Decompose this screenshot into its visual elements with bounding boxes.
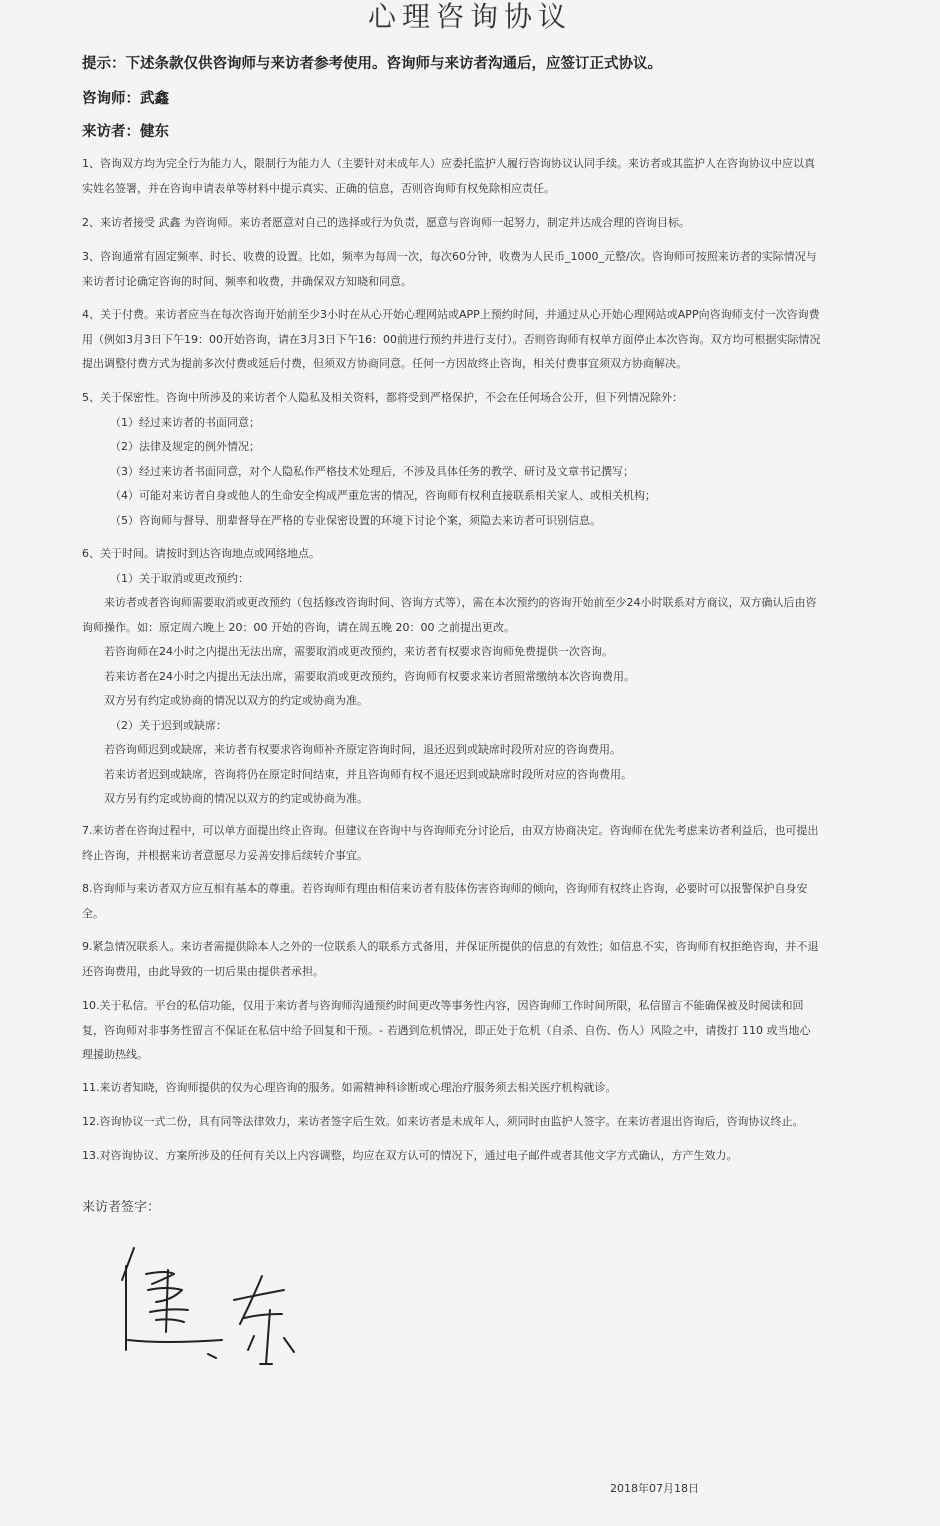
hint-text: 提示：下述条款仅供咨询师与来访者参考使用。咨询师与来访者沟通后，应签订正式协议。 [82, 56, 662, 72]
clause-line: 用（例如3月3日下午19：00开始咨询，请在3月3日下午16：00前进行预约并进行支付）。否则咨询师有权单方面停止本次咨询。双方均可根据实际情况 [82, 332, 821, 346]
clause-line: 理援助热线。 [82, 1048, 148, 1061]
clause-line: 询师操作。如：原定周六晚上 20：00 开始的咨询，请在周五晚 20：00 之前提出更改。 [82, 620, 515, 634]
clause-line: 7.来访者在咨询过程中，可以单方面提出终止咨询。但建议在咨询中与咨询师充分讨论后，由双方协商决定。咨询师在优先考虑来访者利益后，也可提出 [82, 824, 819, 837]
clause-12 [82, 1110, 864, 1135]
clause-line: 5、关于保密性。咨询中所涉及的来访者个人隐私及相关资料，都将受到严格保护，不会在任何场合公开，但下列情况除外： [82, 391, 683, 404]
clause-2 [82, 211, 864, 236]
clause-5 [82, 386, 864, 533]
clause-8 [82, 877, 864, 926]
clause-line: 来访者讨论确定咨询的时间、频率和收费，并确保双方知晓和同意。 [82, 274, 412, 288]
clause-line: 双方另有约定或协商的情况以双方的约定或协商为准。 [104, 694, 368, 707]
clause-line: 复，咨询师对非事务性留言不保证在私信中给予回复和干预。- 若遇到危机情况，即正处于危机（自杀、自伤、伤人）风险之中，请拨打 110 或当地心 [82, 1023, 811, 1037]
clause-4 [82, 303, 864, 377]
clause-line: 2、来访者接受 武鑫 为咨询师。来访者愿意对自己的选择或行为负责，愿意与咨询师一起努力，制定并达成合理的咨询目标。 [82, 216, 690, 229]
clause-7 [82, 819, 864, 868]
clause-line: 13.对咨询协议、方案所涉及的任何有关以上内容调整，均应在双方认可的情况下，通过电子邮件或者其他文字方式确认，方产生效力。 [82, 1149, 738, 1162]
clause-13 [82, 1144, 864, 1169]
clause-line: 终止咨询，并根据来访者意愿尽力妥善安排后续转介事宜。 [82, 848, 368, 862]
date-text: 2018年07月18日 [610, 1482, 699, 1495]
clause-line: 8.咨询师与来访者双方应互相有基本的尊重。若咨询师有理由相信来访者有肢体伤害咨询师的倾向，咨询师有权终止咨询，必要时可以报警保护自身安 [82, 882, 808, 895]
clause-line: 若来访者迟到或缺席，咨询将仍在原定时间结束，并且咨询师有权不退还迟到或缺席时段所对应的咨询费用。 [104, 767, 632, 781]
clause-line: 12.咨询协议一式二份，具有同等法律效力，来访者签字后生效。如来访者是未成年人，须同时由监护人签字。在来访者退出咨询后，咨询协议终止。 [82, 1115, 804, 1128]
clause-line: 来访者或者咨询师需要取消或更改预约（包括修改咨询时间、咨询方式等），需在本次预约的咨询开始前至少24小时联系对方商议，双方确认后由咨 [104, 596, 817, 609]
clause-subitem: （2）法律及规定的例外情况； [110, 440, 260, 453]
clause-10 [82, 994, 864, 1068]
page-title: 心理咨询协议 [367, 0, 572, 33]
clause-line: 11.来访者知晓，咨询师提供的仅为心理咨询的服务。如需精神科诊断或心理治疗服务须去相关医疗机构就诊。 [82, 1081, 617, 1094]
clause-line: 若咨询师在24小时之内提出无法出席，需要取消或更改预约，来访者有权要求咨询师免费提供一次咨询。 [104, 645, 613, 658]
clause-1 [82, 152, 864, 201]
clause-line: 3、咨询通常有固定频率、时长、收费的设置。比如，频率为每周一次，每次60分钟，收费为人民币_1000_元整/次。咨询师可按照来访者的实际情况与 [82, 250, 817, 263]
clause-line: 双方另有约定或协商的情况以双方的约定或协商为准。 [104, 792, 368, 805]
clause-subitem: （3）经过来访者书面同意，对个人隐私作严格技术处理后，不涉及具体任务的教学、研讨及文章书记撰写； [110, 464, 634, 478]
clause-subitem: （1）关于取消或更改预约： [110, 571, 249, 585]
clause-subitem: （2）关于迟到或缺席： [110, 718, 227, 732]
clause-line: 全。 [82, 906, 104, 920]
clause-line: 9.紧急情况联系人。来访者需提供除本人之外的一位联系人的联系方式备用，并保证所提供的信息的有效性；如信息不实，咨询师有权拒绝咨询，并不退 [82, 940, 819, 953]
clause-line: 6、关于时间。请按时到达咨询地点或网络地点。 [82, 547, 320, 560]
clause-line: 提出调整付费方式为提前多次付费或延后付费，但须双方协商同意。任何一方因故终止咨询，相关付费事宜须双方协商解决。 [82, 357, 687, 370]
clause-3 [82, 245, 864, 294]
clause-subitem: （4）可能对来访者自身或他人的生命安全构成严重危害的情况，咨询师有权利直接联系相关家人、或相关机构； [110, 489, 656, 502]
signature-label: 来访者签字： [82, 1200, 161, 1215]
clause-11 [82, 1076, 864, 1101]
clause-line: 若咨询师迟到或缺席，来访者有权要求咨询师补齐原定咨询时间，退还迟到或缺席时段所对应的咨询费用。 [104, 743, 621, 756]
clause-line: 4、关于付费。来访者应当在每次咨询开始前至少3小时在从心开始心理网站或APP上预约时间，并通过从心开始心理网站或APP向咨询师支付一次咨询费 [82, 308, 820, 321]
clause-9 [82, 935, 864, 984]
clause-6 [82, 542, 864, 812]
clause-line: 实姓名签署，并在咨询申请表单等材料中提示真实、正确的信息，否则咨询师有权免除相应责任。 [82, 181, 555, 195]
clause-subitem: （5）咨询师与督导、朋辈督导在严格的专业保密设置的环境下讨论个案，须隐去来访者可识别信息。 [110, 513, 601, 527]
visitor-line: 来访者：健东 [82, 124, 169, 140]
clause-line: 若来访者在24小时之内提出无法出席，需要取消或更改预约，咨询师有权要求来访者照常缴纳本次咨询费用。 [104, 669, 635, 683]
signature-image [112, 1240, 312, 1370]
clause-line: 10.关于私信。平台的私信功能，仅用于来访者与咨询师沟通预约时间更改等事务性内容，因咨询师工作时间所限，私信留言不能确保被及时阅读和回 [82, 999, 804, 1012]
clause-line: 1、咨询双方均为完全行为能力人，限制行为能力人（主要针对未成年人）应委托监护人履行咨询协议认同手续。来访者或其监护人在咨询协议中应以真 [82, 157, 815, 170]
clause-subitem: （1）经过来访者的书面同意； [110, 415, 260, 429]
counselor-line: 咨询师：武鑫 [82, 91, 169, 107]
clause-line: 还咨询费用，由此导致的一切后果由提供者承担。 [82, 964, 324, 978]
